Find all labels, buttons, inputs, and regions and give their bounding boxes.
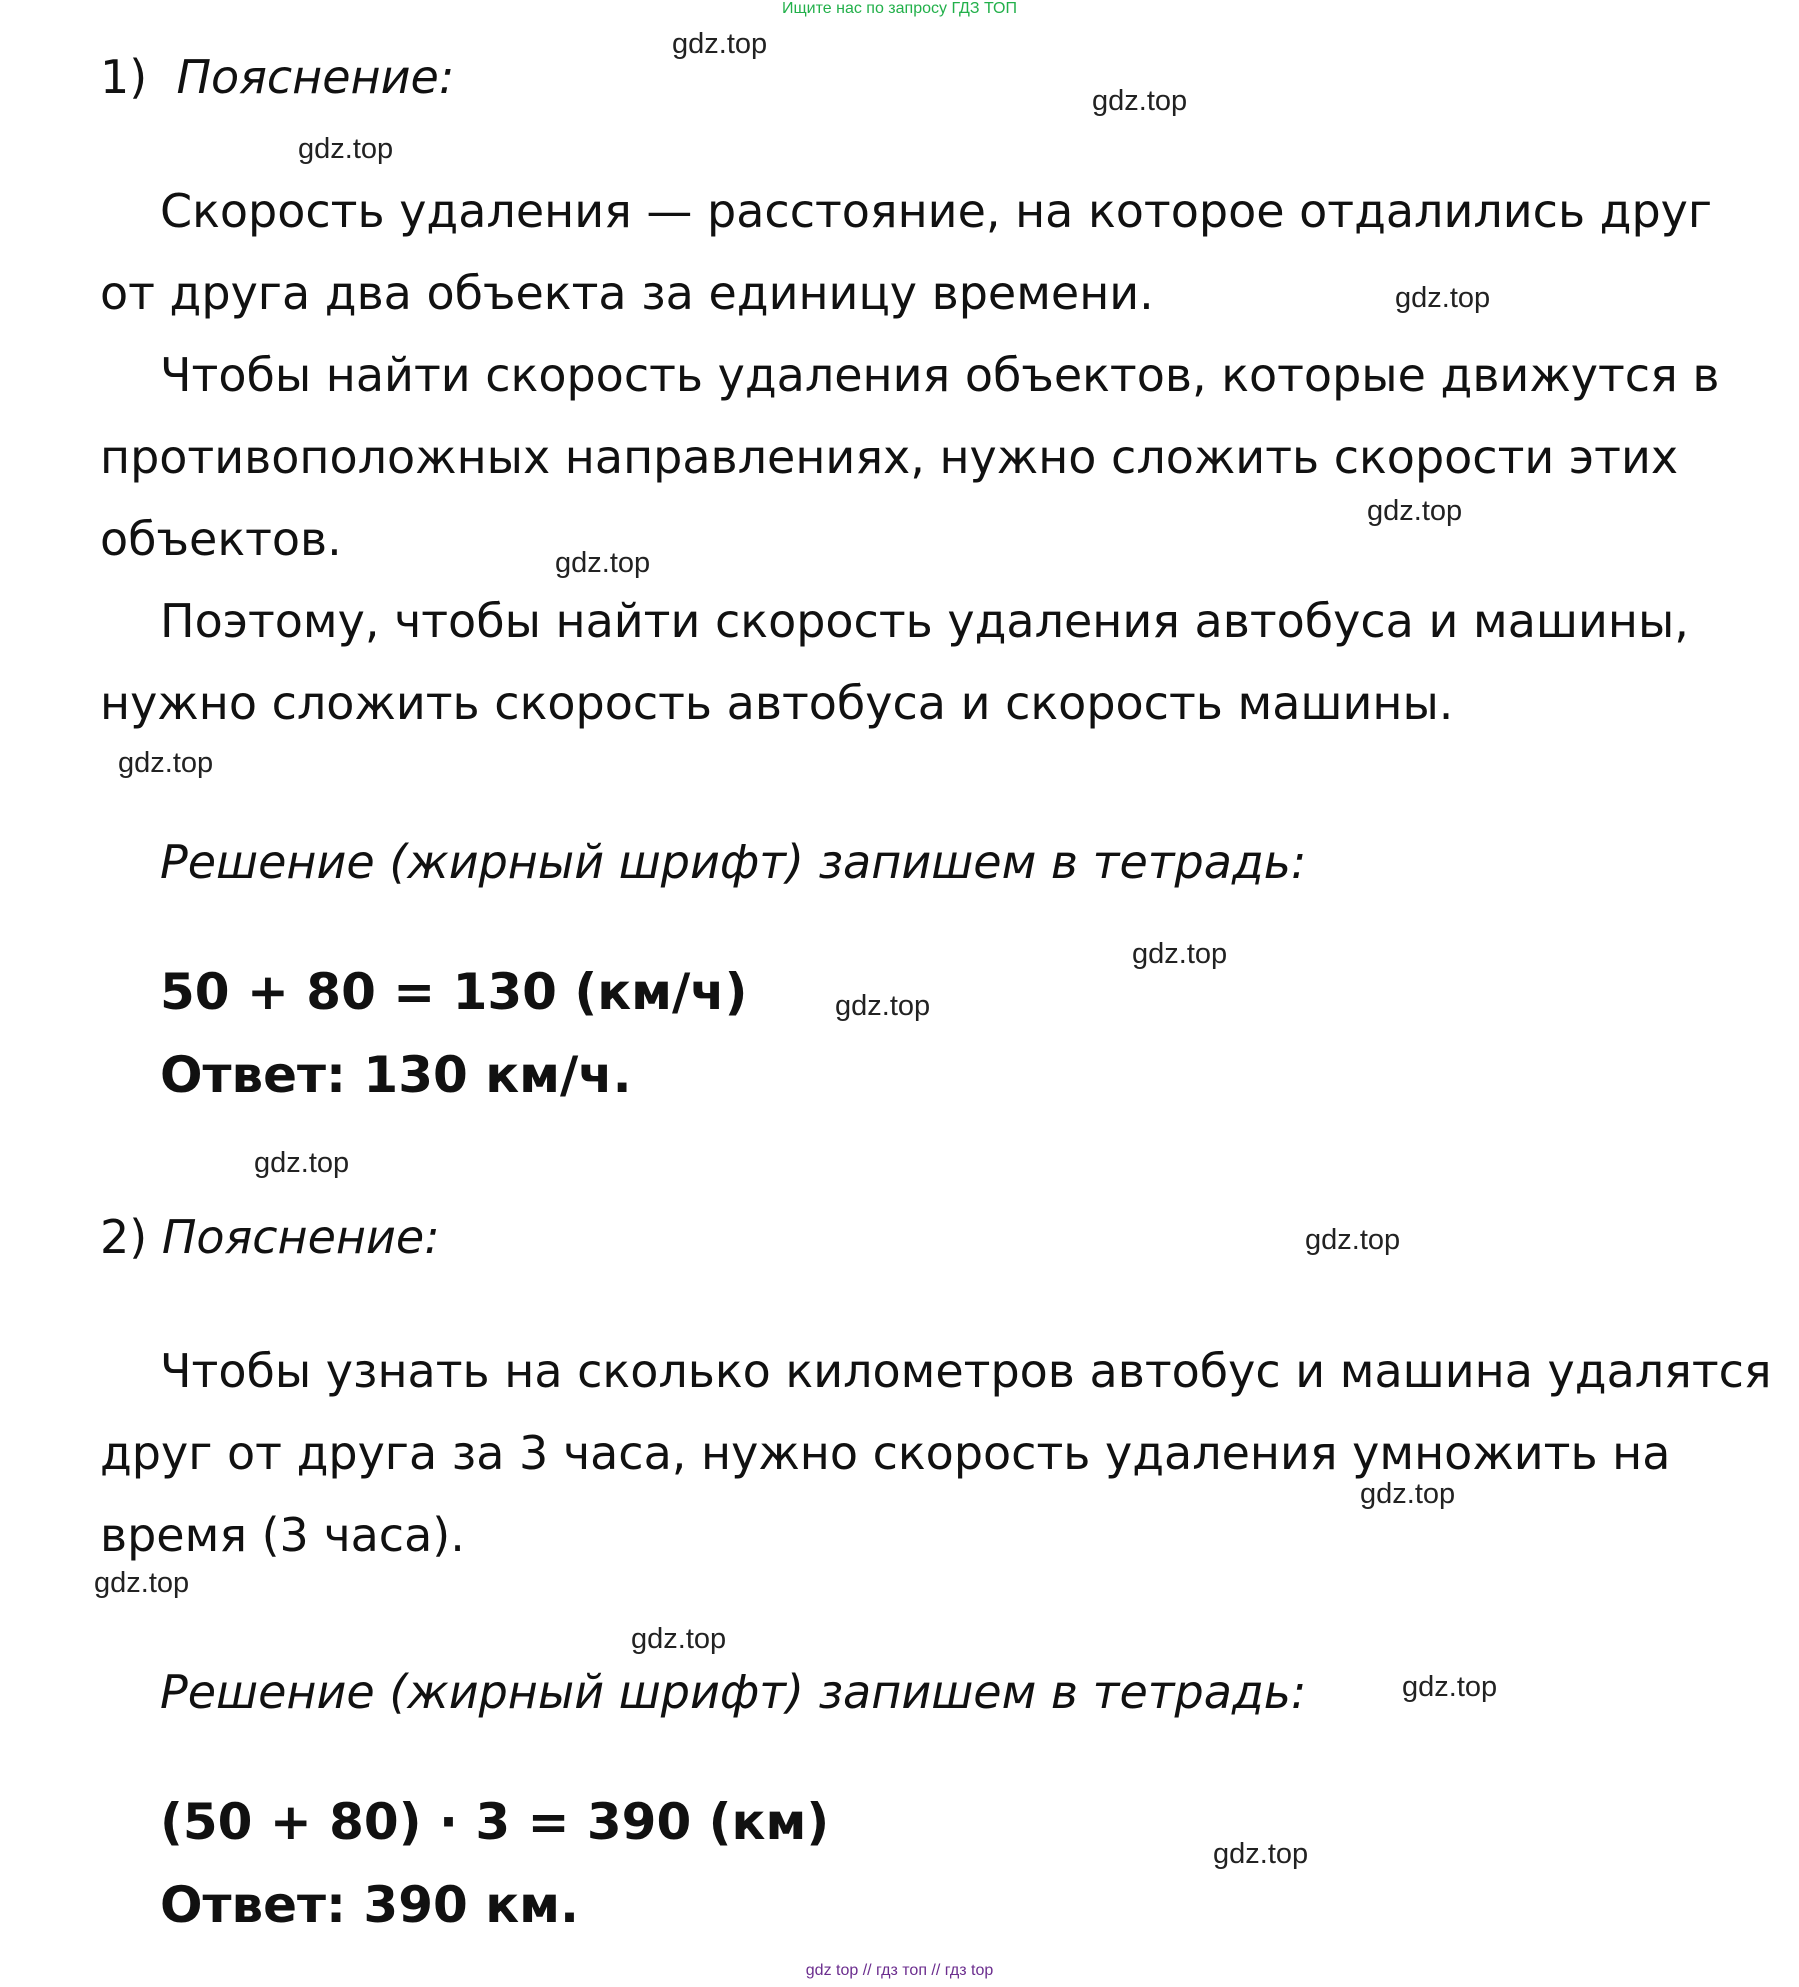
part1-line: нужно сложить скорость автобуса и скорость машины. bbox=[100, 676, 1454, 730]
part1-line: Скорость удаления — расстояние, на которое отдалились друг bbox=[160, 184, 1713, 238]
part2-solution-note: Решение (жирный шрифт) запишем в тетрадь: bbox=[160, 1665, 1307, 1719]
part1-answer: Ответ: 130 км/ч. bbox=[160, 1046, 632, 1104]
part2-heading bbox=[100, 1210, 440, 1264]
part1-line: от друга два объекта за единицу времени. bbox=[100, 266, 1154, 320]
watermark: gdz.top bbox=[118, 747, 214, 779]
watermark: gdz.top bbox=[672, 28, 768, 60]
part1-line: противоположных направлениях, нужно сложить скорости этих bbox=[100, 430, 1679, 484]
part2-heading-label: Пояснение: bbox=[161, 1210, 440, 1264]
part1-line: объектов. bbox=[100, 512, 342, 566]
part2-line: друг от друга за 3 часа, нужно скорость удаления умножить на bbox=[100, 1426, 1671, 1480]
watermark: gdz.top bbox=[1360, 1478, 1456, 1510]
watermark: gdz.top bbox=[835, 990, 931, 1022]
watermark: gdz.top bbox=[1402, 1671, 1498, 1703]
part1-solution-note: Решение (жирный шрифт) запишем в тетрадь: bbox=[160, 835, 1307, 889]
part1-heading bbox=[100, 50, 454, 104]
watermark: gdz.top bbox=[631, 1623, 727, 1655]
watermark: gdz.top bbox=[1213, 1838, 1309, 1870]
part1-explanation bbox=[100, 170, 1790, 744]
part2-number: 2) bbox=[100, 1210, 148, 1264]
watermark: gdz.top bbox=[1395, 282, 1491, 314]
watermark: gdz.top bbox=[94, 1567, 190, 1599]
watermark: gdz.top bbox=[1367, 495, 1463, 527]
part1-number: 1) bbox=[100, 50, 148, 104]
watermark: gdz.top bbox=[254, 1147, 350, 1179]
watermark: gdz.top bbox=[298, 133, 394, 165]
part2-answer: Ответ: 390 км. bbox=[160, 1876, 579, 1934]
watermark: gdz.top bbox=[1305, 1224, 1401, 1256]
part1-heading-label: Пояснение: bbox=[176, 50, 455, 104]
search-banner: Ищите нас по запросу ГДЗ ТОП bbox=[782, 0, 1017, 17]
part2-line: время (3 часа). bbox=[100, 1508, 465, 1562]
part2-line: Чтобы узнать на сколько километров автобус и машина удалятся bbox=[160, 1344, 1772, 1398]
watermark: gdz.top bbox=[1132, 938, 1228, 970]
footer-links: gdz top // гдз топ // гдз top bbox=[805, 1962, 994, 1979]
watermark: gdz.top bbox=[555, 547, 651, 579]
part2-explanation bbox=[100, 1330, 1790, 1576]
part2-formula: (50 + 80) · 3 = 390 (км) bbox=[160, 1793, 830, 1851]
part1-line: Чтобы найти скорость удаления объектов, которые движутся в bbox=[160, 348, 1720, 402]
watermark: gdz.top bbox=[1092, 85, 1188, 117]
part1-formula: 50 + 80 = 130 (км/ч) bbox=[160, 963, 748, 1021]
part1-line: Поэтому, чтобы найти скорость удаления автобуса и машины, bbox=[160, 594, 1689, 648]
